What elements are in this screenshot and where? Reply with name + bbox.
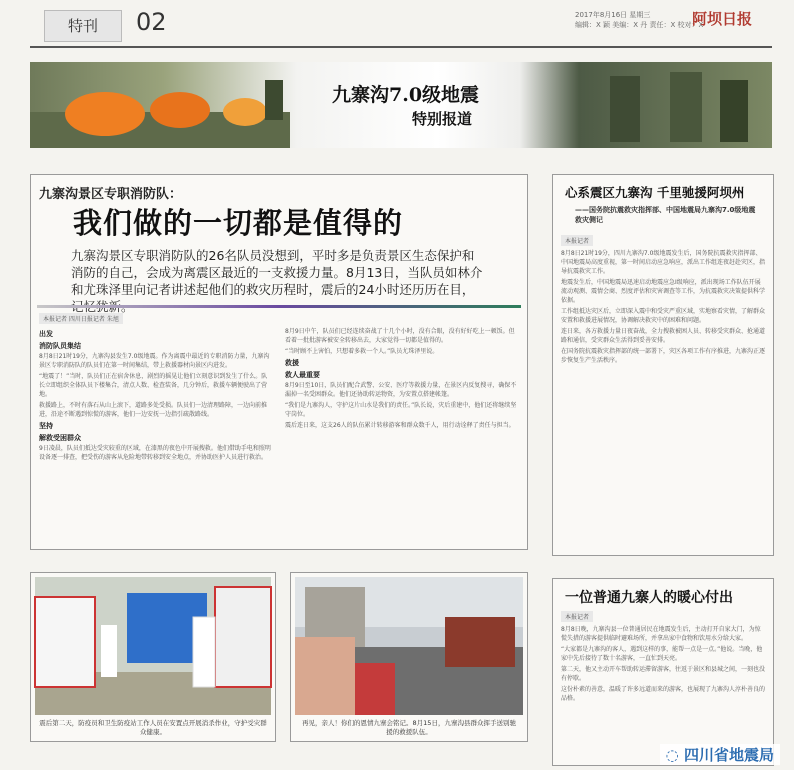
main-column-2	[285, 327, 519, 541]
photo-worker-1	[101, 625, 117, 677]
photo-caption-1: 震后第二天，防疫员和卫生防疫站工作人员在安置点开展消杀作业，守护受灾群众健康。	[39, 719, 267, 736]
banner-subtitle: 特别报道	[412, 110, 473, 128]
photo-box-2	[290, 572, 528, 742]
sub-head: 坚持	[39, 422, 53, 430]
warm-story	[552, 578, 774, 766]
watermark-text: 四川省地震局	[683, 746, 774, 764]
side-subhead: ——国务院抗震救灾指挥部、中国地震局九寨沟7.0级地震救灾侧记	[575, 206, 756, 224]
paragraph: 救援路上，不时有落石从山上滚下，道路多处受损。队员们一边清理路障，一边向前推进，沿途不断遇到惊慌的游客，他们一边安抚一边指引疏散路线。	[39, 402, 268, 418]
banner-orange-pump-2	[150, 92, 210, 128]
main-body	[39, 327, 519, 541]
section-tab: 特刊	[44, 10, 122, 42]
paragraph: 8月8日晚，九寨沟县一位普通居民在地震发生后，主动打开自家大门，为惊慌失措的游客提供临时避难场所，并拿出家中食物和饮用水分给大家。	[561, 626, 761, 642]
page-number: 02	[136, 8, 167, 36]
photo-disinfection	[35, 577, 271, 715]
wechat-icon: ◌	[665, 746, 679, 764]
photo-disinfection-art	[35, 577, 271, 715]
banner-soldier-right-1	[610, 76, 640, 142]
banner-orange-pump-3	[223, 98, 267, 126]
photo-box-1	[30, 572, 276, 742]
paragraph: 地震发生后，中国地震局迅速启动地震应急Ⅰ级响应，派出现场工作队伍开展流动观测、震情会商、烈度评估和灾害调查等工作，为抗震救灾决策提供科学依据。	[561, 279, 766, 304]
warm-body	[561, 625, 765, 759]
main-headline: 我们做的一切都是值得的	[73, 206, 404, 240]
main-story	[30, 174, 528, 550]
banner-title: 九寨沟7.0级地震	[332, 84, 480, 106]
paragraph: 8月9日至10日，队员们配合武警、公安、医疗等救援力量，在景区内反复搜寻，确保不漏掉一名受困群众。他们还协助转运物资，为安置点搭建帐篷。	[285, 382, 517, 398]
masthead-logo: 阿坝日报	[692, 10, 753, 28]
sub-head: 救援	[285, 359, 299, 367]
photo-person-red	[355, 663, 395, 715]
editor-line: 编辑：X 颖 美编：X 丹 责任：X 校对：X	[575, 21, 704, 29]
sub-head: 救人最重要	[285, 371, 320, 379]
side-headline: 心系震区九寨沟 千里驰援阿坝州	[565, 185, 745, 200]
photo-farewell	[295, 577, 523, 715]
sub-head: 消防队员集结	[39, 342, 81, 350]
dateline	[575, 10, 703, 30]
paragraph: 震后连日来，这支26人的队伍累计转移游客和群众数千人，用行动诠释了责任与担当。	[285, 422, 515, 429]
paragraph: 连日来，各方救援力量日夜奋战，全力搜救被困人员、转移受灾群众、抢通道路和通信，受灾群众生活得到妥善安排。	[561, 328, 766, 344]
photo-worker-2	[193, 617, 215, 687]
banner-soldier-right-2	[670, 72, 702, 142]
photo-truck	[445, 617, 515, 667]
photo-tent-white	[35, 597, 95, 687]
banner-soldier-right-3	[720, 80, 748, 142]
photo-caption-2: 再见，亲人！你们的恩情九寨会铭记。8月15日，九寨沟县群众挥手送别驰援的救援队伍。	[302, 719, 516, 736]
date-text: 2017年8月16日 星期三	[575, 11, 651, 19]
paragraph: “我们是九寨沟人，守护这片山水是我们的责任。”队长说，灾后重建中，他们还将继续坚守岗位。	[285, 402, 517, 418]
header-rule	[30, 46, 772, 48]
paragraph: “地震了！”当时，队员们正在宿舍休息，剧烈的摇晃让他们立刻意识到发生了什么。队长立即组织全体队员下楼集合，清点人数、检查装备，几分钟后，救援车辆便驶出了营地。	[39, 373, 268, 398]
side-story	[552, 174, 774, 556]
photo-farewell-art	[295, 577, 523, 715]
paragraph: “大家都是九寨沟的客人，遇到这样的事，能帮一点是一点。”他说。当晚，他家中先后接待了数十名游客，一直忙到天亮。	[561, 646, 763, 662]
photo-crowd	[295, 637, 355, 715]
paragraph: 第二天，他又主动开车帮助转运滞留游客，往返于景区和县城之间，一刻也没有停歇。	[561, 666, 766, 682]
warm-byline: 本报记者	[561, 611, 593, 622]
main-lead: 九寨沟景区专职消防队的26名队员没想到，平时多是负责景区生态保护和消防的自己，会成为离震区最近的一支救援力量。8月13日，当队员如林介和尤珠泽里向记者讲述起他们的救灾历程时，震后的24小时还历历在目，	[71, 248, 483, 297]
sub-head: 解救受困群众	[39, 434, 81, 442]
main-column-1	[39, 327, 273, 541]
paragraph: 8月8日21时19分，九寨沟县发生7.0级地震。作为离震中最近的专职消防力量，九寨沟景区专职消防队的队员们在第一时间集结，带上救援器材向景区内进发。	[39, 353, 270, 369]
paragraph: 9日凌晨，队员们抵达受灾较重的区域，在漆黑的夜色中开展搜救。他们借助手电和照明设备逐一排查，把受伤的游客从危险地带转移到安全地点，并协助医护人员进行救治。	[39, 445, 271, 461]
sub-head: 出发	[39, 330, 53, 338]
main-byline: 本报记者 四川日报记者 朱旭	[39, 313, 123, 324]
paragraph: 工作组抵达灾区后，立即深入震中和受灾严重区域，实地察看灾情，了解群众安置和救援进展情况，协调解决救灾中的困难和问题。	[561, 308, 766, 324]
side-body	[561, 249, 765, 549]
main-divider	[37, 305, 521, 308]
photo-tent-right	[215, 587, 271, 687]
paragraph: 这份朴素的善意，温暖了许多远道而来的游客，也展现了九寨沟人淳朴善良的品格。	[561, 686, 766, 702]
banner-orange-pump	[65, 92, 145, 136]
paragraph: “当时顾不上害怕，只想着多救一个人。”队员尤珠泽里说。	[285, 348, 439, 355]
paragraph: 8月8日21时19分，四川九寨沟7.0级地震发生后，国务院抗震救灾指挥部、中国地震局高度重视，第一时间启动应急响应，派出工作组连夜赶赴灾区，指导抗震救灾工作。	[561, 250, 766, 275]
paragraph: 8月9日中午，队员们已经连续奋战了十几个小时，没有合眼，没有好好吃上一顿饭。但看着一批批游客被安全转移出去，大家觉得一切都是值得的。	[285, 328, 515, 344]
watermark	[660, 744, 780, 765]
warm-headline: 一位普通九寨人的暖心付出	[565, 590, 733, 606]
paragraph: 在国务院抗震救灾指挥部的统一部署下，灾区各项工作有序推进，九寨沟正逐步恢复生产生活秩序。	[561, 348, 766, 364]
main-kicker: 九寨沟景区专职消防队：	[39, 187, 183, 202]
banner-soldier	[265, 80, 283, 120]
side-byline: 本报记者	[561, 235, 593, 246]
